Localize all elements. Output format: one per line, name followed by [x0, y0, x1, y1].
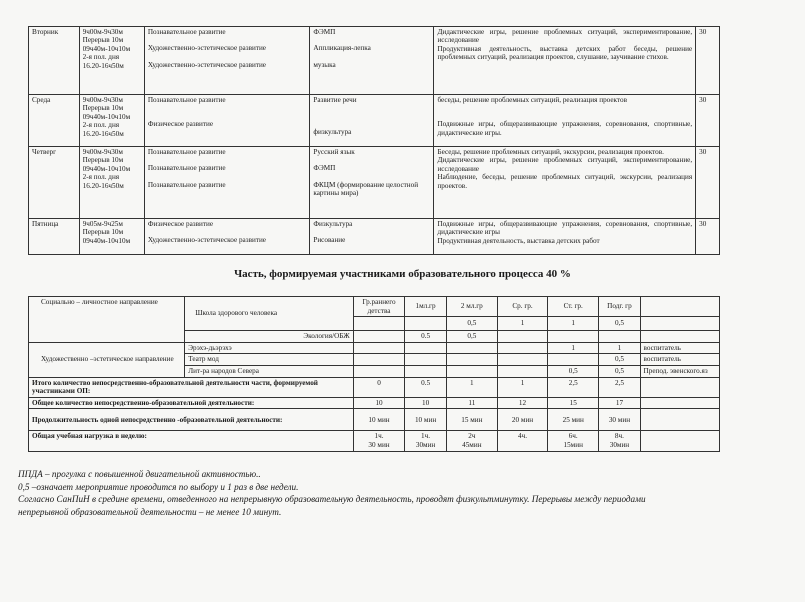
value-cell: 2,5 — [599, 377, 640, 397]
subject-cell — [310, 219, 434, 255]
value-cell — [497, 365, 547, 377]
social-direction-label: Социально – личностное направление — [41, 298, 158, 306]
cell-line: Развитие речи — [313, 96, 357, 104]
cell-line — [148, 53, 307, 61]
cell-line: Познавательное развитие — [147, 164, 226, 173]
cell-line: Художественно-эстетическое развитие — [147, 236, 266, 245]
art-row-label: Эрэхэ-дьэрэхэ — [185, 342, 353, 354]
cell-line: Аппликация-лепка — [313, 44, 371, 53]
cell-line: 9ч00м-9ч30м — [82, 96, 123, 104]
cell-line: ФЭМП — [313, 164, 336, 173]
cell-line — [313, 53, 430, 61]
cell-line: 09ч40м-10ч10м — [82, 44, 131, 53]
day-cell — [29, 27, 80, 95]
value-cell — [405, 354, 446, 366]
value-cell: 0,5 — [599, 317, 640, 331]
empty-cell — [640, 317, 719, 331]
cell-line: физкультура — [313, 128, 352, 137]
minutes-value: 30 — [699, 220, 707, 228]
day-label: Вторник — [32, 28, 59, 36]
duration-label: Продолжительность одной непосредственно -образовательной деятельности: — [29, 409, 354, 431]
art-direction-cell — [29, 342, 185, 377]
cell-line: Познавательное развитие — [147, 148, 226, 156]
cell-line: Перерыв 10м — [82, 228, 124, 237]
value-cell: 12 — [497, 397, 547, 409]
value-cell: 0.5 — [405, 331, 446, 343]
total-all-label: Общее количество непосредственно-образовательной деятельности: — [29, 397, 354, 409]
weekly-load-label: Общая учебная нагрузка в неделю: — [29, 431, 354, 451]
art-direction-label: Художественно –эстетическое направление — [41, 355, 174, 364]
total-all-row — [29, 397, 720, 409]
cell-line: музыка — [313, 60, 336, 69]
value-cell: 0,5 — [446, 317, 497, 331]
value-cell: 1 — [548, 317, 599, 331]
value-cell: 0 — [353, 377, 405, 397]
forms-paragraph: Наблюдение, беседы, решение проблемных ситуаций, экскурсии, реализация проектов. — [437, 173, 693, 190]
forms-paragraph: Подвижные игры, общеразвивающие упражнения, соревнования, спортивные, дидактические игры. — [437, 120, 693, 137]
day-label: Четверг — [32, 148, 57, 156]
cell-line: 2-я пол. дня — [82, 173, 120, 182]
cell-line: Познавательное развитие — [147, 28, 226, 36]
value-cell — [446, 342, 497, 354]
cell-line: Познавательное развитие — [147, 180, 226, 189]
minutes-value: 30 — [699, 96, 707, 104]
cell-line: 09ч40м-10ч10м — [82, 112, 131, 121]
weekly-load-row — [29, 431, 720, 451]
day-label: Среда — [32, 96, 51, 104]
value-cell — [599, 331, 640, 343]
day-cell — [29, 95, 80, 147]
value-cell: 10 мин — [405, 409, 446, 431]
section-heading: Часть, формируемая участниками образовательного процесса 40 % — [234, 268, 571, 280]
teacher-cell: воспитатель — [640, 354, 719, 366]
value-cell: 0.5 — [405, 377, 446, 397]
cell-line: Художественно-эстетическое развитие — [147, 60, 266, 69]
group-header: Ст. гр. — [548, 297, 599, 317]
teacher-cell: воспитатель — [640, 342, 719, 354]
value-cell — [405, 365, 446, 377]
schedule-row — [29, 147, 720, 219]
cell-line: Рисование — [313, 236, 346, 245]
schedule-row — [29, 219, 720, 255]
value-cell: 0,5 — [446, 331, 497, 343]
cell-line: 9ч00м-9ч30м — [82, 28, 123, 36]
cell-line: ФКЦМ (формирование целостной картины мира) — [313, 180, 419, 198]
time-cell — [79, 95, 144, 147]
empty-cell — [640, 331, 719, 343]
cell-line — [313, 104, 430, 112]
value-cell — [548, 331, 599, 343]
load-cell: 1ч. 30мин — [405, 431, 446, 451]
load-cell: 1ч. 30 мин — [353, 431, 405, 451]
group-header: 1мл.гр — [405, 297, 446, 317]
ecology-label: Экология/ОБЖ — [185, 331, 353, 343]
group-header: Подг. гр — [599, 297, 640, 317]
cell-line: Физкультура — [313, 220, 353, 228]
note-line: непрерывной образовательной деятельности – не менее 10 минут. — [18, 506, 282, 517]
value-cell: 15 мин — [446, 409, 497, 431]
cell-line: ФЭМП — [313, 28, 336, 36]
cell-line — [313, 173, 430, 181]
forms-paragraph: беседы, решение проблемных ситуаций, реализация проектов — [437, 96, 627, 104]
forms-paragraph: Дидактические игры, решение проблемных ситуаций, экспериментирование, исследование — [437, 156, 693, 173]
value-cell: 17 — [599, 397, 640, 409]
value-cell — [497, 331, 547, 343]
value-cell: 30 мин — [599, 409, 640, 431]
teacher-cell: Препод. эвенского.яз — [640, 365, 719, 377]
minutes-cell — [696, 27, 720, 95]
forms-paragraph: Дидактические игры, решение проблемных ситуаций, экспериментирование, исследование — [437, 28, 693, 45]
value-cell — [446, 354, 497, 366]
empty-cell — [640, 297, 719, 317]
minutes-cell — [696, 95, 720, 147]
value-cell: 1 — [497, 317, 547, 331]
value-cell — [353, 317, 405, 331]
health-school-label: Школа здорового человека — [195, 309, 278, 318]
cell-line: Перерыв 10м — [82, 104, 124, 113]
cell-line: Художественно-эстетическое развитие — [147, 44, 266, 53]
day-cell — [29, 147, 80, 219]
load-cell: 4ч. — [497, 431, 547, 451]
day-cell — [29, 219, 80, 255]
cell-line: 2-я пол. дня — [82, 53, 120, 62]
health-school-cell — [185, 297, 353, 331]
art-row-label: Лит-ра народов Севера — [185, 365, 353, 377]
cell-line: Перерыв 10м — [82, 36, 124, 45]
value-cell — [405, 317, 446, 331]
area-cell — [144, 147, 310, 219]
cell-line: 16.20-16ч50м — [82, 181, 124, 190]
group-header: Гр.раннего детства — [353, 297, 405, 317]
weekly-schedule-table — [28, 26, 720, 255]
value-cell: 0,5 — [548, 365, 599, 377]
cell-line: 9ч00м-9ч30м — [82, 148, 123, 156]
cell-line — [148, 36, 307, 44]
cell-line — [313, 36, 430, 44]
duration-row — [29, 409, 720, 431]
time-cell — [79, 219, 144, 255]
note-line: Согласно СанПиН в средине времени, отведенного на непрерывную образовательную деятельность, проводят физкультминутку. Перерывы между периодами — [18, 494, 646, 504]
cell-line — [148, 129, 307, 137]
notes-block — [18, 468, 788, 518]
cell-line: Физическое развитие — [147, 120, 214, 129]
value-cell: 2,5 — [548, 377, 599, 397]
value-cell — [497, 342, 547, 354]
cell-line: 09ч40м-10ч10м — [82, 164, 131, 173]
load-cell: 2ч 45мин — [446, 431, 497, 451]
note-line: 0,5 –означает мероприятие проводится по выбору и 1 раз в две недели. — [18, 481, 299, 492]
value-cell — [353, 365, 405, 377]
value-cell: 1 — [599, 342, 640, 354]
value-cell: 1 — [446, 377, 497, 397]
minutes-cell — [696, 219, 720, 255]
value-cell: 10 мин — [353, 409, 405, 431]
area-cell — [144, 95, 310, 147]
cell-line: 2-я пол. дня — [82, 121, 120, 130]
forms-cell — [434, 95, 696, 147]
empty-cell — [640, 409, 719, 431]
health-school-row — [29, 297, 720, 317]
forms-cell — [434, 219, 696, 255]
value-cell: 25 мин — [548, 409, 599, 431]
time-cell — [79, 147, 144, 219]
day-label: Пятница — [32, 220, 59, 228]
value-cell: 20 мин — [497, 409, 547, 431]
forms-paragraph: Продуктивная деятельность, выставка детских работ — [437, 236, 600, 245]
group-header: Ср. гр. — [497, 297, 547, 317]
art-row-label: Театр мод — [185, 354, 353, 366]
minutes-value: 30 — [699, 148, 707, 156]
cell-line: Физическое развитие — [147, 220, 214, 228]
total-part-row — [29, 377, 720, 397]
subject-cell — [310, 95, 434, 147]
forms-paragraph: Подвижные игры, общеразвивающие упражнения, соревнования, спортивные, дидактические игры — [437, 220, 693, 237]
forms-paragraph: Продуктивная деятельность, выставка детских работ беседы, решение проблемных ситуаций, реализация проектов, слушание, заучивание стихов. — [437, 44, 693, 62]
empty-cell — [640, 431, 719, 451]
empty-cell — [640, 397, 719, 409]
minutes-value: 30 — [699, 28, 707, 36]
art-row — [29, 342, 720, 354]
cell-line: 16.20-16ч50м — [82, 129, 124, 138]
value-cell: 15 — [548, 397, 599, 409]
cell-line — [148, 228, 307, 236]
time-cell — [79, 27, 144, 95]
value-cell — [446, 365, 497, 377]
cell-line — [148, 156, 307, 164]
value-cell: 0,5 — [599, 354, 640, 366]
subject-cell — [310, 147, 434, 219]
cell-line: Перерыв 10м — [82, 156, 124, 165]
forms-cell — [434, 147, 696, 219]
cell-line: Русский язык — [313, 148, 355, 156]
cell-line — [148, 112, 307, 120]
cell-line — [148, 173, 307, 181]
cell-line: Познавательное развитие — [147, 96, 226, 104]
forms-paragraph: Беседы, решение проблемных ситуаций, экскурсии, реализация проектов. — [437, 148, 664, 156]
social-direction-cell — [29, 297, 185, 343]
area-cell — [144, 219, 310, 255]
value-cell: 10 — [353, 397, 405, 409]
value-cell: 0,5 — [599, 365, 640, 377]
cell-line — [313, 120, 430, 128]
value-cell — [548, 354, 599, 366]
empty-cell — [640, 377, 719, 397]
value-cell: 1 — [497, 377, 547, 397]
area-cell — [144, 27, 310, 95]
value-cell — [353, 331, 405, 343]
cell-line: 09ч40м-10ч10м — [82, 236, 131, 245]
minutes-cell — [696, 147, 720, 219]
additional-part-table — [28, 296, 720, 452]
cell-line — [313, 112, 430, 120]
schedule-row — [29, 95, 720, 147]
cell-line — [148, 104, 307, 112]
note-line: ППДА – прогулка с повышенной двигательной активностью.. — [18, 469, 261, 479]
value-cell: 11 — [446, 397, 497, 409]
total-part-label: Итого количество непосредственно-образовательной деятельности части, формируемой участниками ОП: — [29, 377, 354, 397]
cell-line: 9ч05м-9ч25м — [82, 220, 123, 228]
schedule-row — [29, 27, 720, 95]
load-cell: 6ч. 15мин — [548, 431, 599, 451]
group-header: 2 мл.гр — [446, 297, 497, 317]
value-cell: 10 — [405, 397, 446, 409]
value-cell — [353, 354, 405, 366]
value-cell — [497, 354, 547, 366]
value-cell — [353, 342, 405, 354]
cell-line — [313, 228, 430, 236]
load-cell: 8ч. 30мин — [599, 431, 640, 451]
value-cell — [405, 342, 446, 354]
cell-line — [313, 156, 430, 164]
value-cell: 1 — [548, 342, 599, 354]
forms-cell — [434, 27, 696, 95]
cell-line: 16.20-16ч50м — [82, 61, 124, 70]
subject-cell — [310, 27, 434, 95]
